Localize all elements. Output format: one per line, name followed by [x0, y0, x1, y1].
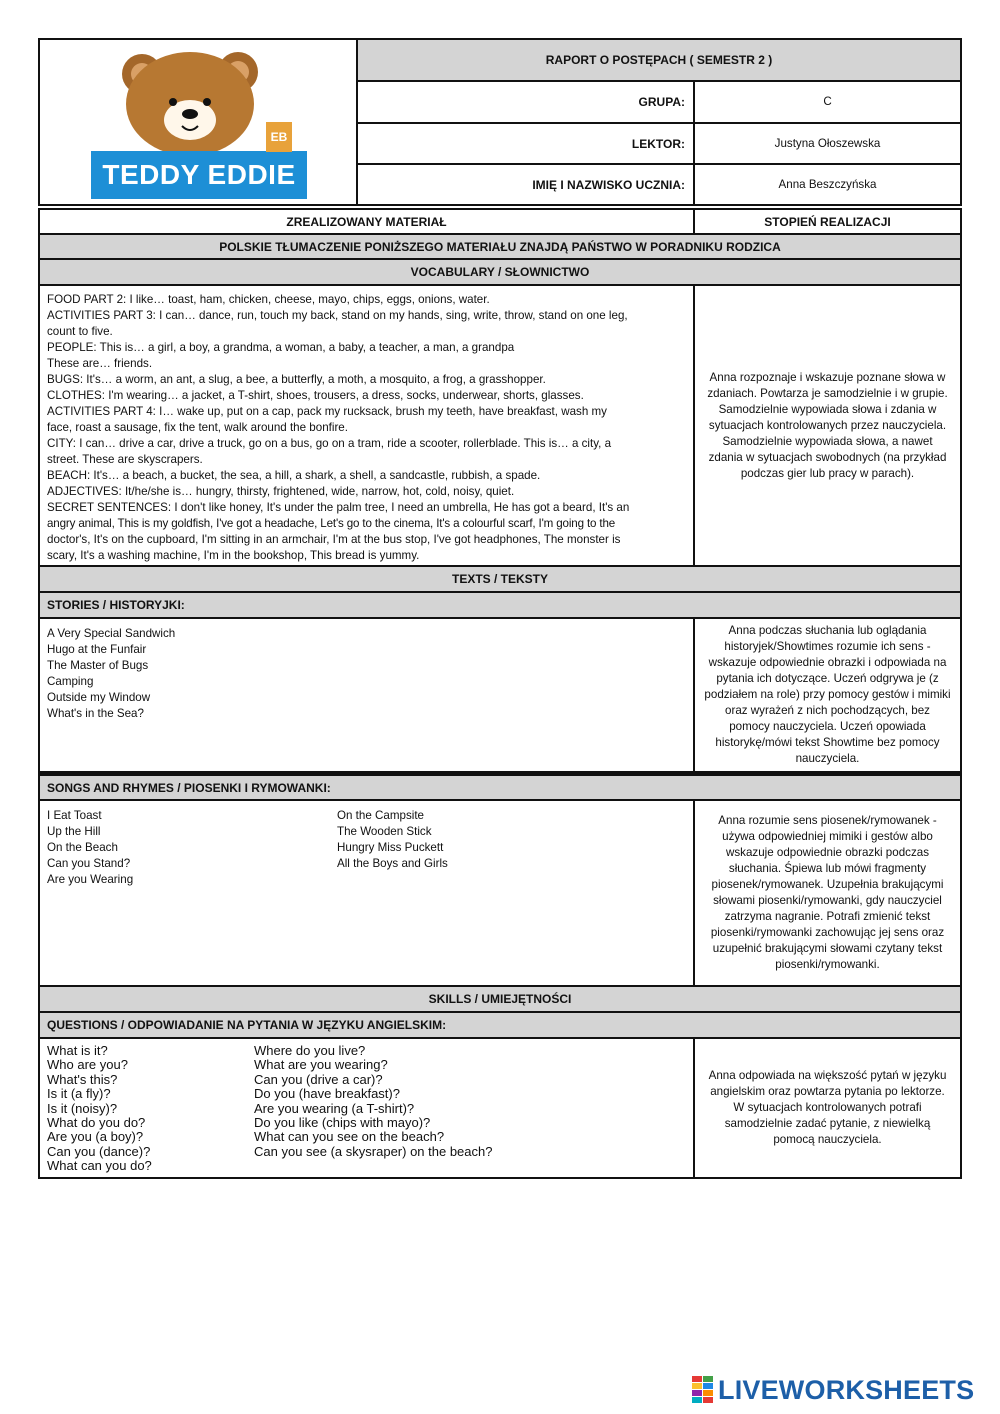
question-item: Are you (a boy)? — [47, 1129, 144, 1145]
vocabulary-line: These are… friends. — [47, 357, 153, 370]
vocabulary-line: BUGS: It's… a worm, an ant, a slug, a bee, a butterfly, a moth, a mosquito, a frog, a grasshopper. — [47, 373, 546, 386]
vocabulary-line: ACTIVITIES PART 4: I… wake up, put on a cap, pack my rucksack, brush my teeth, have breakfast, wash my — [47, 405, 607, 418]
liveworksheets-watermark — [692, 1374, 974, 1406]
song-item: Up the Hill — [47, 825, 101, 838]
student-label: IMIĘ I NAZWISKO UCZNIA: — [356, 163, 695, 206]
song-item: Hungry Miss Puckett — [337, 841, 444, 854]
vocabulary-line: PEOPLE: This is… a girl, a boy, a grandma, a woman, a baby, a teacher, a man, a grandpa — [47, 341, 515, 354]
vocabulary-line: FOOD PART 2: I like… toast, ham, chicken, cheese, mayo, chips, eggs, onions, water. — [47, 293, 490, 306]
story-item: Hugo at the Funfair — [47, 643, 147, 656]
story-item: The Master of Bugs — [47, 659, 149, 672]
stories-assessment: Anna podczas słuchania lub oglądania historyjek/Showtimes rozumie ich sens - wskazuje odpowiednie obrazki i odpowiada na pytania ich dotyczące. Uczeń odgrywa je (z podziałem na role) przy pomocy gestów i mimiki oraz wyrażeń z nich pochodzących, bez pomocy nauczyciela. Uczeń opowiada historykę/mówi tekst Showtime bez pomocy nauczyciela. — [693, 617, 962, 773]
questions-column-1 — [47, 1044, 152, 1174]
questions-assessment: Anna odpowiada na większość pytań w języku angielskim oraz powtarza pytania po lektorze. W sytuacjach kontrolowanych potrafi samodzielnie zadać pytanie, z niewielką pomocą nauczyciela. — [693, 1037, 962, 1179]
vocabulary-line: street. These are skyscrapers. — [47, 453, 203, 466]
song-item: Can you Stand? — [47, 857, 131, 870]
report-title: RAPORT O POSTĘPACH ( SEMESTR 2 ) — [356, 38, 962, 82]
logo-badge-text: EB — [270, 130, 288, 144]
songs-column-2 — [337, 808, 448, 872]
question-item: Can you (dance)? — [47, 1143, 151, 1159]
questions-column-2 — [254, 1044, 492, 1159]
question-item: Can you (drive a car)? — [254, 1071, 383, 1087]
teacher-value: Justyna Ołoszewska — [693, 122, 962, 165]
translation-note: POLSKIE TŁUMACZENIE PONIŻSZEGO MATERIAŁU ZNAJDĄ PAŃSTWO W PORADNIKU RODZICA — [38, 233, 962, 260]
question-item: Do you like (chips with mayo)? — [254, 1115, 431, 1131]
vocabulary-line: BEACH: It's… a beach, a bucket, the sea, a hill, a shark, a shell, a sandcastle, rubbish, a spade. — [47, 469, 541, 482]
question-item: Where do you live? — [254, 1043, 366, 1058]
songs-assessment: Anna rozumie sens piosenek/rymowanek - używa odpowiedniej mimiki i gestów albo wskazuje odpowiednie obrazki podczas słuchania. Śpiewa lub mówi fragmenty piosenek/rymowanek. Uzupełnia brakującymi słowami piosenki/rymowanki, gdy nauczyciel zatrzyma nagranie. Potrafi zmienić tekst piosenki/rymowanki zachowując jej sens oraz uzupełnić brakującymi słowami czytany tekst piosenki/rymowanki. — [693, 799, 962, 987]
questions-heading: QUESTIONS / ODPOWIADANIE NA PYTANIA W JĘZYKU ANGIELSKIM: — [38, 1011, 962, 1039]
question-item: What's this? — [47, 1071, 118, 1087]
songs-column-1 — [47, 808, 133, 888]
songs-list — [38, 799, 695, 987]
question-item: What do you do? — [47, 1115, 146, 1131]
question-item: What can you see on the beach? — [254, 1129, 445, 1145]
vocabulary-line: face, roast a sausage, fix the tent, walk around the bonfire. — [47, 421, 348, 434]
question-item: Who are you? — [47, 1057, 128, 1073]
stories-heading: STORIES / HISTORYJKI: — [38, 591, 962, 619]
song-item: The Wooden Stick — [337, 825, 432, 838]
vocabulary-content — [38, 284, 695, 567]
vocabulary-line: angry animal, This is my goldfish, I've got a headache, Let's go to the cinema, It's a colourful scarf, I'm going to the — [47, 517, 616, 530]
teacher-label: LEKTOR: — [356, 122, 695, 165]
song-item: Are you Wearing — [47, 873, 134, 886]
questions-list — [38, 1037, 695, 1179]
vocabulary-line: ADJECTIVES: It/he/she is… hungry, thirsty, frightened, wide, narrow, hot, cold, noisy, quiet. — [47, 485, 515, 498]
logo-brand: TEDDY EDDIE — [102, 159, 296, 190]
logo-cell — [38, 38, 358, 206]
song-item: On the Beach — [47, 841, 118, 854]
vocabulary-line: count to five. — [47, 325, 113, 338]
student-value: Anna Beszczyńska — [693, 163, 962, 206]
logo-banner — [91, 151, 307, 199]
song-item: I Eat Toast — [47, 809, 102, 822]
story-item: Outside my Window — [47, 691, 151, 704]
story-item: What's in the Sea? — [47, 707, 144, 720]
songs-heading: SONGS AND RHYMES / PIOSENKI I RYMOWANKI: — [38, 773, 962, 801]
column-level: STOPIEŃ REALIZACJI — [693, 208, 962, 235]
song-item: All the Boys and Girls — [337, 857, 448, 870]
question-item: Do you (have breakfast)? — [254, 1086, 400, 1102]
vocabulary-line: SECRET SENTENCES: I don't like honey, It's under the palm tree, I need an umbrella, He has got a beard, It's an — [47, 501, 630, 514]
column-material: ZREALIZOWANY MATERIAŁ — [38, 208, 695, 235]
logo-badge — [266, 122, 292, 152]
liveworksheets-brand: LIVEWORKSHEETS — [718, 1374, 975, 1405]
stories-list — [38, 617, 695, 773]
liveworksheets-logo-icon — [692, 1376, 714, 1404]
question-item: Can you see (a skysraper) on the beach? — [254, 1143, 493, 1159]
vocabulary-line: scary, It's a washing machine, I'm in the bookshop, This bread is yummy. — [47, 549, 420, 562]
story-item: Camping — [47, 675, 94, 688]
vocabulary-line: ACTIVITIES PART 3: I can… dance, run, touch my back, stand on my hands, sing, write, throw, stand on one leg, — [47, 309, 628, 322]
vocabulary-assessment: Anna rozpoznaje i wskazuje poznane słowa w zdaniach. Powtarza je samodzielnie i w grupie. Samodzielnie wypowiada słowa i zdania w sytuacjach kontrolowanych przez nauczyciela. Samodzielnie wypowiada słowa, a nawet zdania w sytuacjach swobodnych (na przykład podczas gier lub pracy w parach). — [693, 284, 962, 567]
group-label: GRUPA: — [356, 80, 695, 124]
question-item: Are you wearing (a T-shirt)? — [254, 1100, 415, 1116]
question-item: What is it? — [47, 1043, 108, 1058]
vocabulary-line: CLOTHES: I'm wearing… a jacket, a T-shirt, shoes, trousers, a dress, socks, underwear, shorts, glasses. — [47, 389, 584, 402]
vocabulary-heading: VOCABULARY / SŁOWNICTWO — [38, 258, 962, 286]
story-item: A Very Special Sandwich — [47, 627, 176, 640]
question-item: Is it (a fly)? — [47, 1086, 111, 1102]
question-item: What can you do? — [47, 1158, 152, 1174]
vocabulary-line: CITY: I can… drive a car, drive a truck, go on a bus, go on a tram, ride a scooter, rollerblade. This is… a city, a — [47, 437, 612, 450]
question-item: Is it (noisy)? — [47, 1100, 118, 1116]
group-value: C — [693, 80, 962, 124]
vocabulary-line: doctor's, It's on the cupboard, I'm sitting in an armchair, I'm at the bus stop, I've got headphones, The monster is — [47, 533, 621, 546]
texts-heading: TEXTS / TEKSTY — [38, 565, 962, 593]
song-item: On the Campsite — [337, 809, 424, 822]
skills-heading: SKILLS / UMIEJĘTNOŚCI — [38, 985, 962, 1013]
question-item: What are you wearing? — [254, 1057, 388, 1073]
